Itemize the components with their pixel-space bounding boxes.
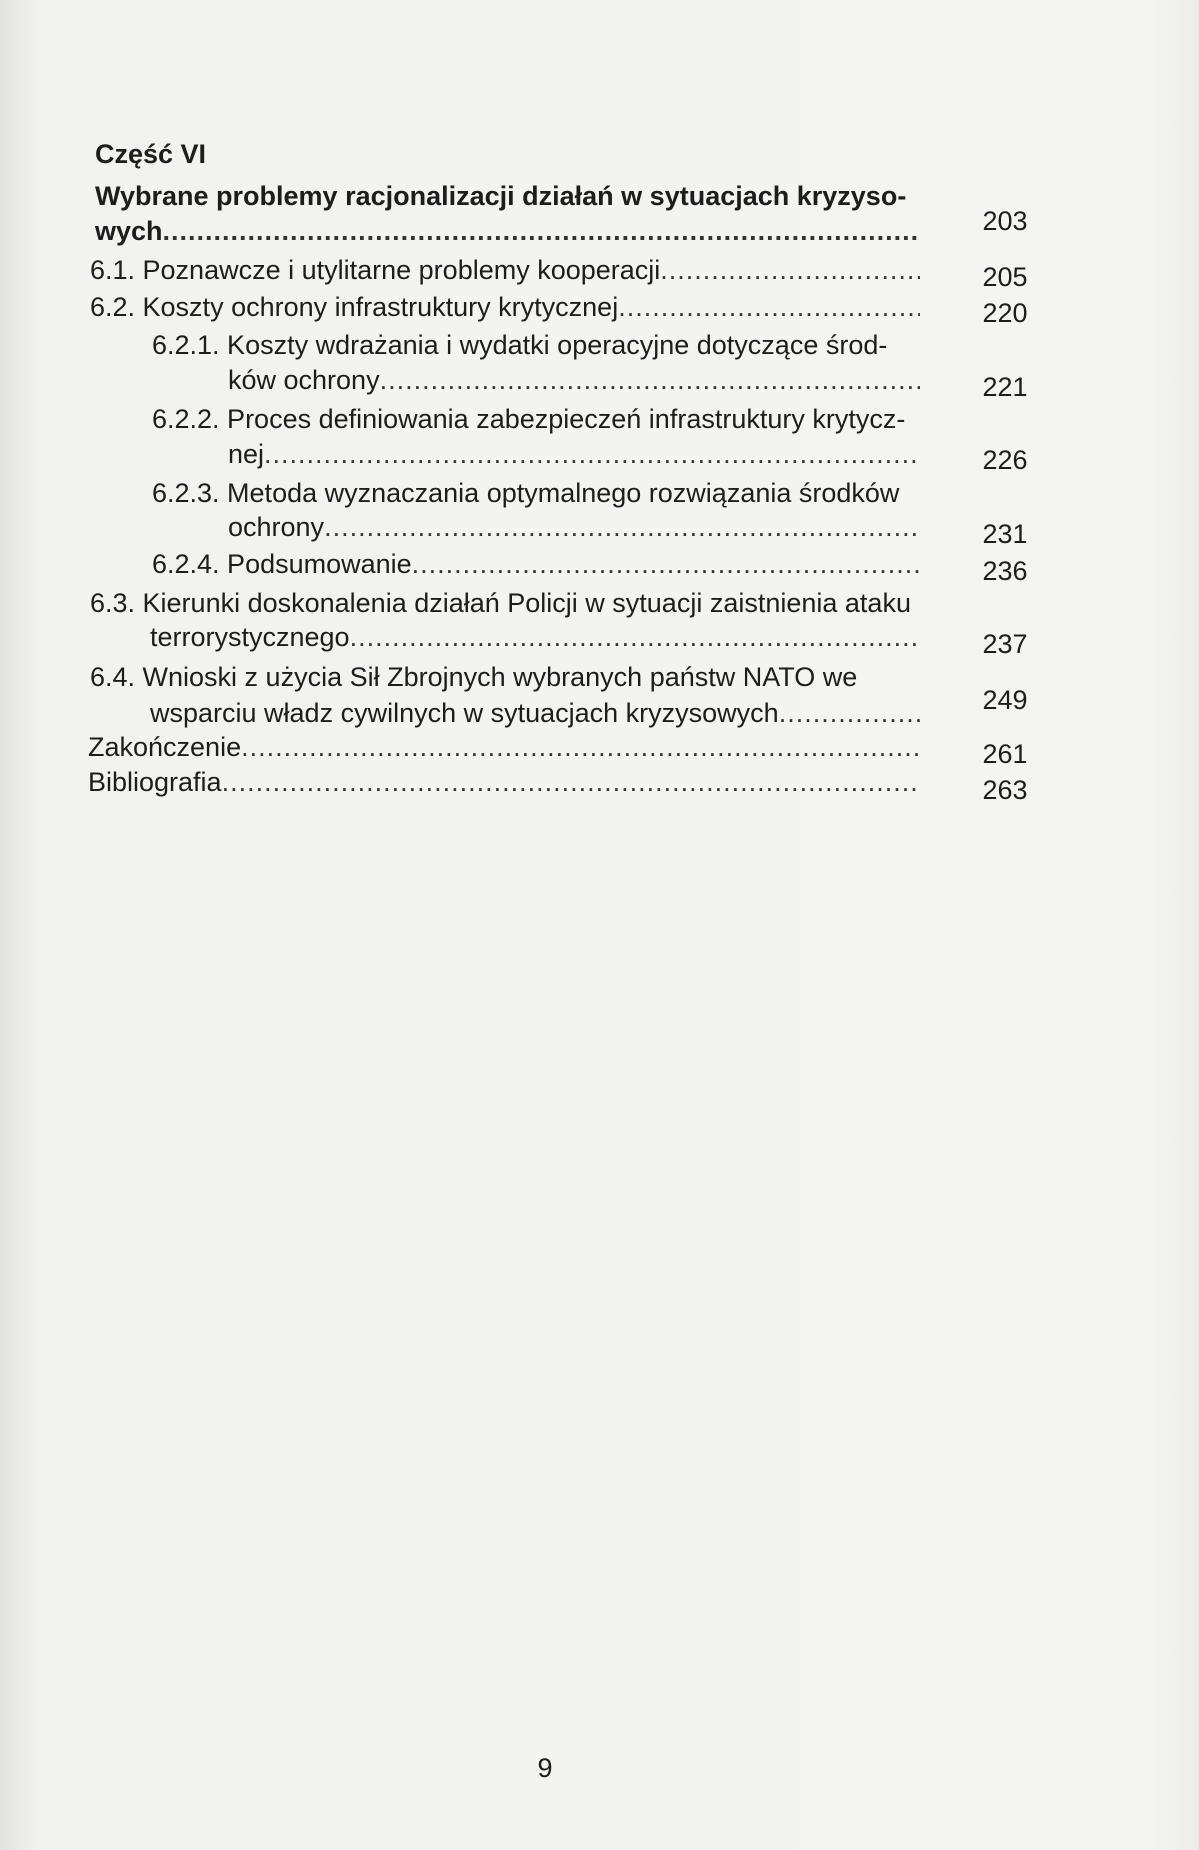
toc-entry-6-3-line1: 6.3. Kierunki doskonalenia działań Policji w sytuacji zaistnienia ataku xyxy=(90,588,911,618)
dot-leader xyxy=(241,731,920,763)
toc-entry-6-3-line2 xyxy=(150,621,920,653)
toc-entry-6-2-2-line1: 6.2.2. Proces definiowania zabezpieczeń infrastruktury krytycz- xyxy=(152,404,906,434)
dot-leader xyxy=(380,364,920,396)
toc-entry-text: Zakończenie xyxy=(88,732,242,762)
dot-leader xyxy=(264,438,920,470)
toc-entry-text: Bibliografia xyxy=(88,767,222,797)
toc-entry-6-1 xyxy=(90,254,920,286)
toc-entry-text: wych xyxy=(95,216,163,246)
page-number: 237 xyxy=(982,629,1028,659)
toc-entry-text: ochrony xyxy=(228,512,325,542)
page-number: 231 xyxy=(982,519,1028,549)
page-number: 221 xyxy=(982,372,1028,402)
toc-entry-text: 6.1. Poznawcze i utylitarne problemy kooperacji xyxy=(90,255,661,285)
dot-leader xyxy=(618,291,920,323)
page-folio: 9 xyxy=(537,1753,553,1783)
toc-entry-6-2-3-line1: 6.2.3. Metoda wyznaczania optymalnego rozwiązania środków xyxy=(152,478,900,508)
toc-entry-6-2-4 xyxy=(152,548,920,580)
toc-entry-6-2-1-line1: 6.2.1. Koszty wdrażania i wydatki operacyjne dotyczące środ- xyxy=(152,330,888,360)
part-title-line2 xyxy=(95,215,920,247)
toc-entry-6-2-3-line2 xyxy=(228,511,920,543)
toc-entry-6-2-1-line2 xyxy=(228,364,920,396)
dot-leader xyxy=(412,548,920,580)
dot-leader xyxy=(660,254,920,286)
toc-entry-zakonczenie xyxy=(88,731,920,763)
toc-entry-text: wsparciu władz cywilnych w sytuacjach kryzysowych xyxy=(150,698,779,728)
page-number: 249 xyxy=(982,685,1028,715)
dot-leader xyxy=(350,621,920,653)
toc-entry-6-2 xyxy=(90,291,920,323)
toc-entry-6-4-line1: 6.4. Wnioski z użycia Sił Zbrojnych wybranych państw NATO we xyxy=(90,662,858,692)
page-number: 205 xyxy=(982,262,1028,292)
page-number: 236 xyxy=(982,556,1028,586)
page-number: 220 xyxy=(982,298,1028,328)
toc-entry-6-4-line2 xyxy=(150,697,920,729)
page-number: 261 xyxy=(982,739,1028,769)
toc-entry-6-2-2-line2 xyxy=(228,438,920,470)
toc-entry-text: ków ochrony xyxy=(228,365,380,395)
dot-leader xyxy=(324,511,920,543)
dot-leader xyxy=(163,215,920,247)
dot-leader xyxy=(222,766,920,798)
part-heading: Część VI xyxy=(95,139,207,169)
dot-leader xyxy=(779,697,920,729)
part-title-line1: Wybrane problemy racjonalizacji działań w sytuacjach kryzyso- xyxy=(95,181,907,211)
toc-entry-bibliografia xyxy=(88,766,920,798)
toc-entry-text: 6.2. Koszty ochrony infrastruktury krytycznej xyxy=(90,292,619,322)
toc-entry-text: nej xyxy=(228,439,265,469)
page-number: 263 xyxy=(982,775,1028,805)
toc-entry-text: terrorystycznego xyxy=(150,622,350,652)
page-number: 203 xyxy=(982,206,1028,236)
page-number: 226 xyxy=(982,445,1028,475)
toc-entry-text: 6.2.4. Podsumowanie xyxy=(152,549,412,579)
